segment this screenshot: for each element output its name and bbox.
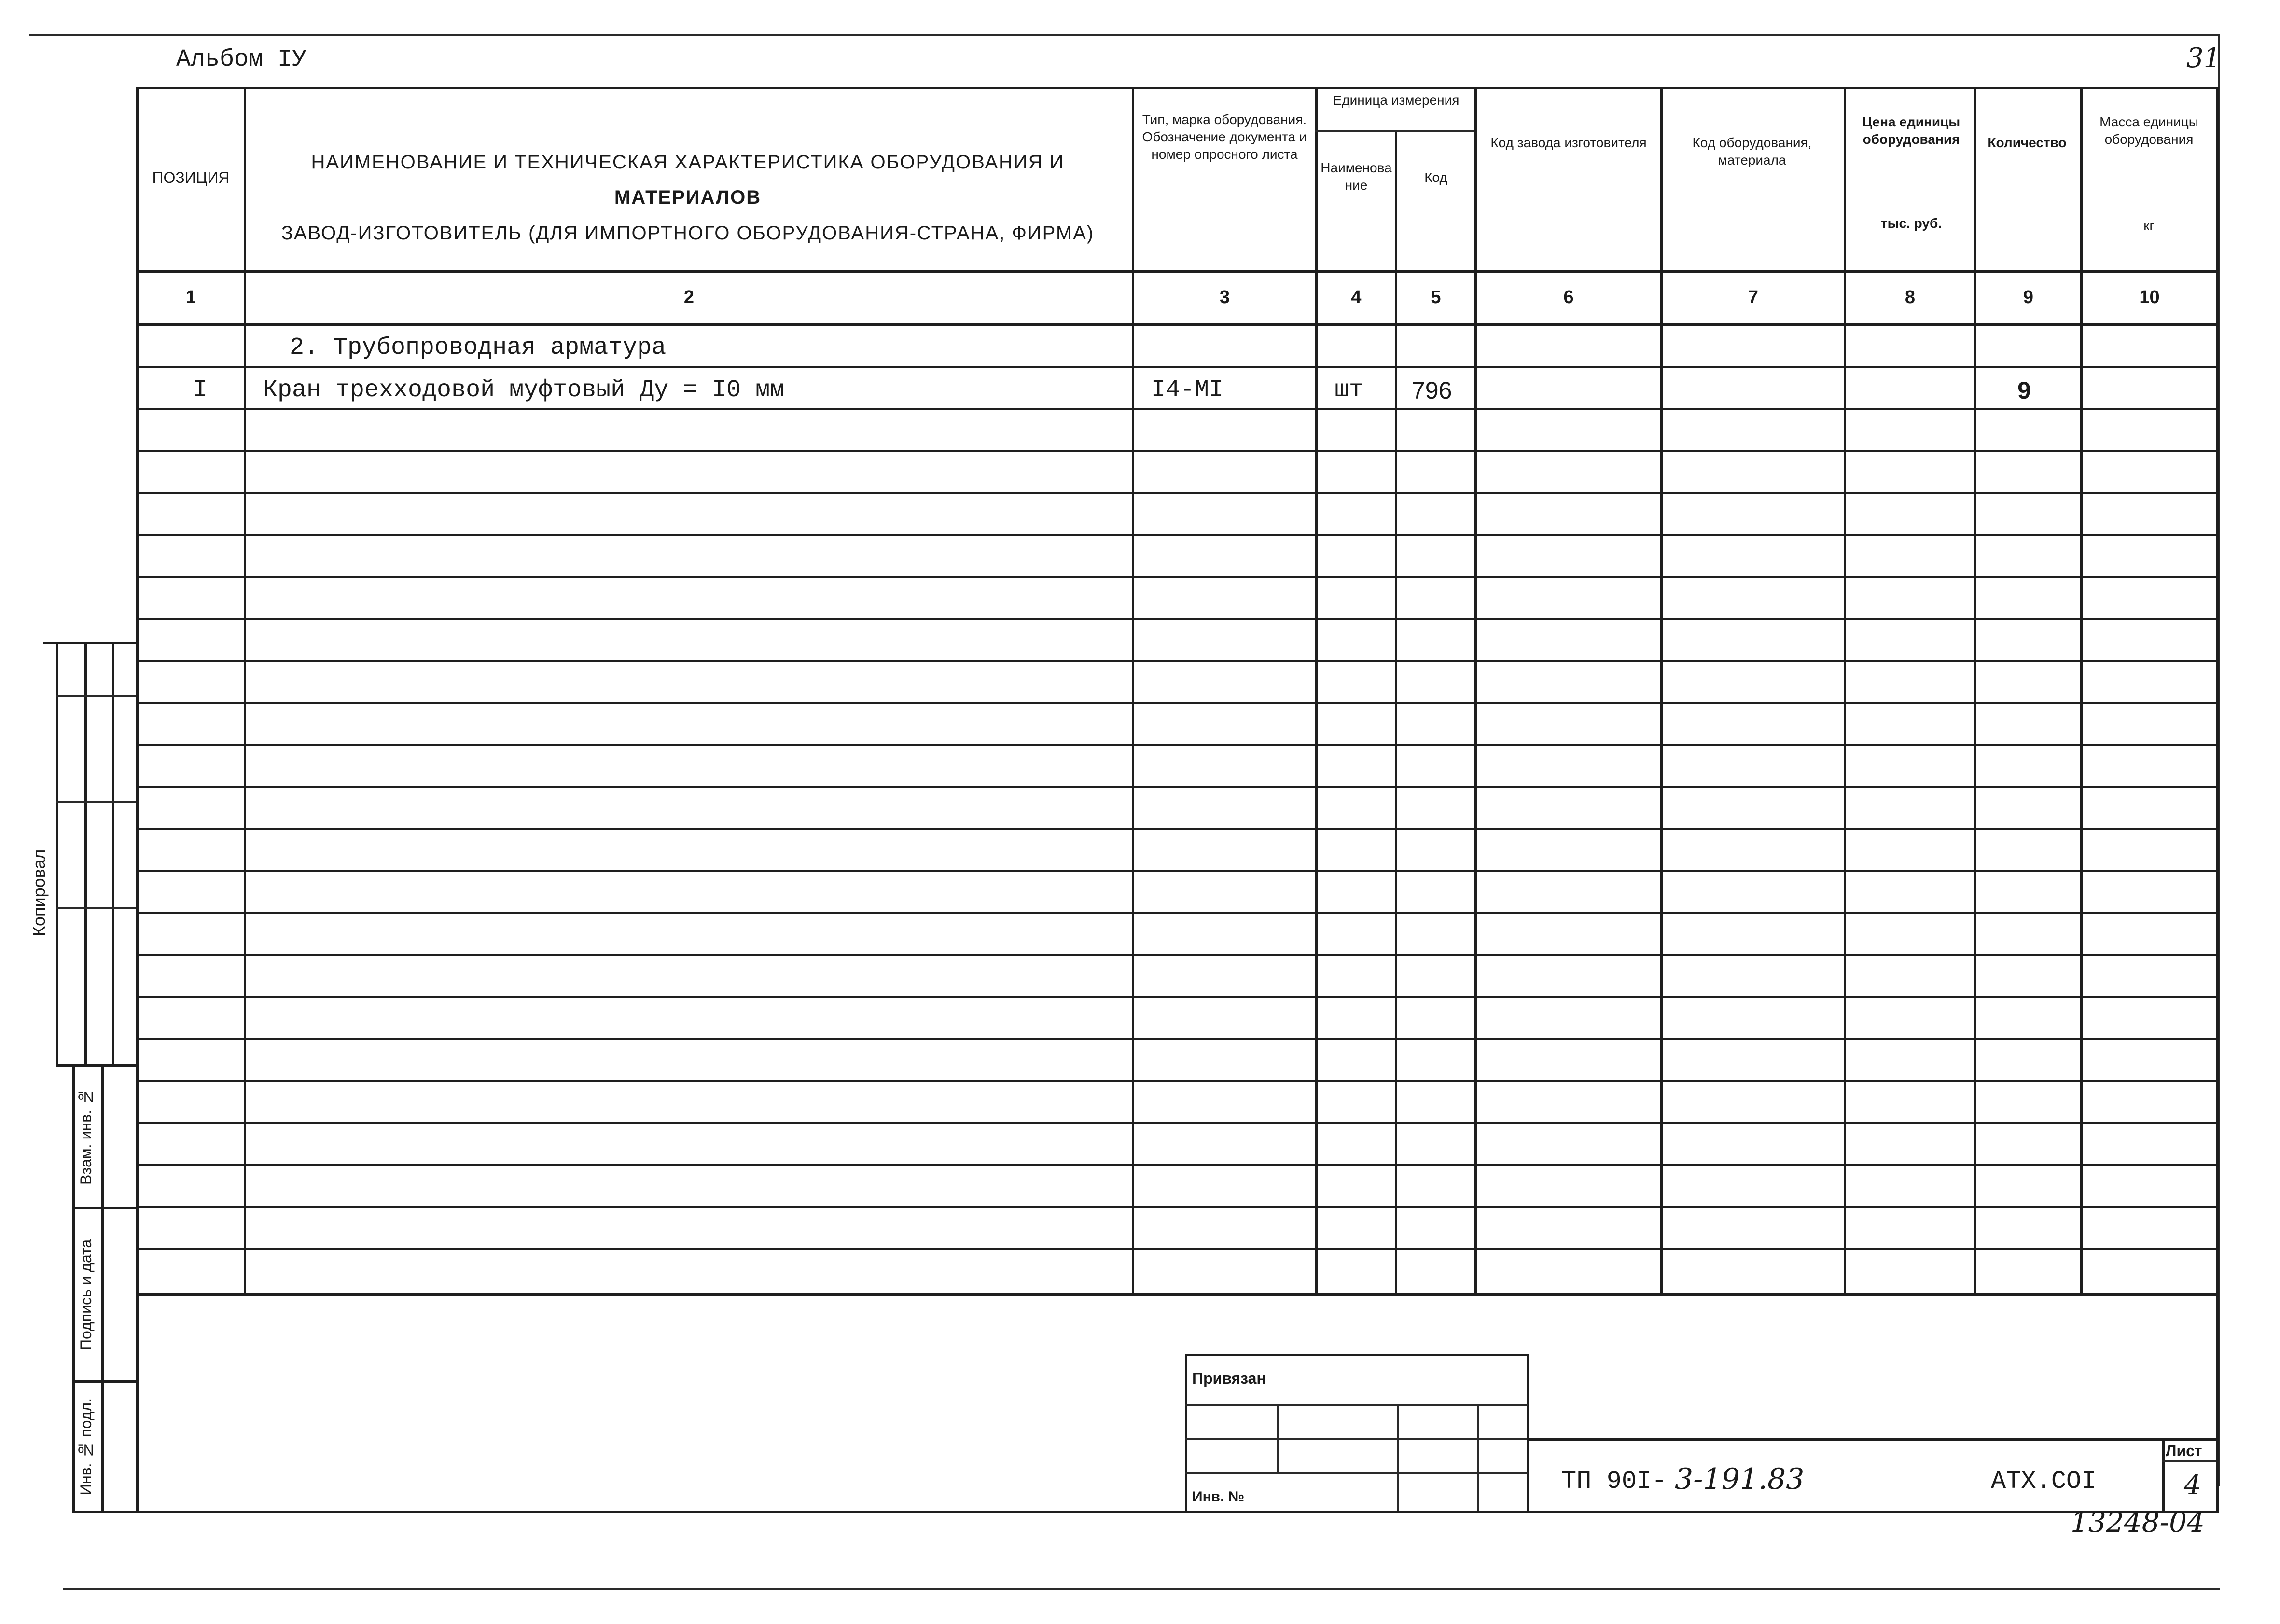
row-line	[136, 1164, 2217, 1166]
sheet-cell-divider	[2162, 1460, 2216, 1462]
header-equipment-code: Код оборудования, материала	[1692, 135, 1812, 167]
row-line	[136, 1122, 2217, 1124]
binding-row	[1185, 1404, 1528, 1406]
binding-row	[1185, 1438, 1528, 1440]
row-line	[136, 1080, 2217, 1082]
sheet-number: 4	[2184, 1470, 2201, 1501]
title-block-top	[1527, 1438, 2217, 1441]
binding-col	[1397, 1404, 1399, 1511]
doc-code-handwritten: 3-191.83	[1675, 1462, 1805, 1496]
stamp-mid	[56, 1064, 136, 1067]
binding-inv-label: Инв. №	[1192, 1489, 1245, 1505]
frame-right-lower	[2216, 1293, 2219, 1513]
stamp-row	[72, 1380, 136, 1383]
header-plant-code: Код завода изготовителя	[1490, 135, 1647, 150]
binding-right	[1527, 1354, 1529, 1513]
stamp-inner-1	[84, 642, 87, 1067]
header-name-line1: НАИМЕНОВАНИЕ И ТЕХНИЧЕСКАЯ ХАРАКТЕРИСТИКА ОБОРУДОВАНИЯ И	[311, 152, 1065, 173]
header-bottom	[136, 270, 2217, 273]
header-unit-mass: Масса единицы оборудования	[2099, 114, 2198, 147]
col-sep-8	[1974, 87, 1976, 1296]
signature-date-label: Подпись и дата	[77, 1239, 95, 1350]
row-1-code: 796	[1412, 377, 1452, 404]
table-top	[136, 87, 2217, 89]
col-sep-6	[1660, 87, 1663, 1296]
row-line	[136, 660, 2217, 662]
sheet-label: Лист	[2166, 1442, 2202, 1459]
row-1-name: Кран трехходовой муфтовый Ду = I0 мм	[263, 376, 785, 404]
header-type-mark: Тип, марка оборудования. Обозначение документа и номер опросного листа	[1142, 112, 1307, 162]
binding-title: Привязан	[1192, 1370, 1266, 1387]
row-line	[136, 408, 2217, 410]
frame-bottom	[72, 1511, 2217, 1513]
header-name-line3: ЗАВОД-ИЗГОТОВИТЕЛЬ (ДЛЯ ИМПОРТНОГО ОБОРУДОВАНИЯ-СТРАНА, ФИРМА)	[281, 222, 1095, 244]
vzam-inv-label: Взам. инв. №	[77, 1088, 95, 1185]
col-sep-5	[1474, 87, 1477, 1296]
header-unit-price-units: тыс. руб.	[1880, 216, 1942, 231]
header-quantity: Количество	[1988, 135, 2067, 150]
album-label: Альбом IУ	[176, 46, 307, 73]
row-1-type: I4-MI	[1151, 376, 1224, 404]
col-number-9: 9	[2023, 287, 2034, 307]
row-line	[136, 576, 2217, 578]
row-line	[136, 534, 2217, 536]
binding-col	[1277, 1404, 1279, 1472]
row-1-position: I	[193, 376, 208, 404]
stamp-left-lower	[72, 1064, 75, 1513]
header-unit-mass-units: кг	[2143, 218, 2155, 233]
col-number-4: 4	[1351, 287, 1362, 307]
stamp-inner-2	[112, 642, 114, 1067]
col-number-8: 8	[1905, 287, 1916, 307]
header-unit-price: Цена единицы оборудования	[1862, 114, 1960, 147]
bottom-border	[63, 1588, 2220, 1590]
binding-top	[1185, 1354, 1528, 1356]
row-line	[136, 450, 2217, 452]
col-number-7: 7	[1748, 287, 1759, 307]
corner-page-number: 31	[2186, 42, 2221, 74]
row-line	[136, 492, 2217, 494]
doc-mark: АТХ.СОI	[1991, 1467, 2097, 1496]
row-line	[136, 786, 2217, 788]
stamp-row	[56, 801, 136, 803]
header-name-line2: МАТЕРИАЛОВ	[614, 187, 762, 208]
col-number-1: 1	[185, 287, 196, 307]
units-divider	[1315, 130, 1474, 132]
row-line	[136, 1038, 2217, 1040]
sheet-cell-left	[2162, 1438, 2165, 1513]
row-line	[136, 828, 2217, 830]
stamp-row	[72, 1207, 136, 1209]
col-sep-2	[1132, 87, 1134, 1296]
header-position: ПОЗИЦИЯ	[152, 169, 230, 186]
col-number-5: 5	[1431, 287, 1441, 307]
stamp-row	[56, 907, 136, 909]
binding-col	[1477, 1404, 1479, 1511]
doc-code-printed: ТП 90I-	[1561, 1467, 1667, 1496]
row-line	[136, 744, 2217, 746]
binding-row	[1185, 1472, 1528, 1474]
row-line	[136, 1206, 2217, 1208]
col-sep-10	[2216, 87, 2219, 1296]
archive-number: 13248-04	[2071, 1506, 2205, 1539]
copied-label: Копировал	[29, 849, 49, 937]
col-sep-1	[244, 87, 246, 1296]
col-sep-7	[1844, 87, 1846, 1296]
numbers-bottom	[136, 323, 2217, 326]
table-body-bottom	[136, 1293, 2217, 1296]
header-unit-code: Код	[1424, 170, 1447, 185]
row-line	[136, 1248, 2217, 1250]
stamp-inner-3	[101, 1064, 104, 1513]
row-line	[136, 954, 2217, 956]
stamp-row	[56, 695, 136, 697]
table-left	[136, 87, 139, 1513]
col-number-6: 6	[1563, 287, 1574, 307]
top-border	[29, 34, 2220, 36]
col-sep-9	[2080, 87, 2083, 1296]
row-1-quantity: 9	[2017, 377, 2031, 404]
row-line	[136, 870, 2217, 872]
binding-left	[1185, 1354, 1187, 1513]
section-title: 2. Трубопроводная арматура	[290, 334, 667, 361]
col-number-2: 2	[683, 287, 695, 307]
row-line	[136, 996, 2217, 998]
col-number-3: 3	[1219, 287, 1230, 307]
row-line	[136, 618, 2217, 620]
row-1-unit: шт	[1335, 376, 1364, 404]
header-units: Единица измерения	[1333, 93, 1460, 108]
col-number-10: 10	[2139, 287, 2160, 307]
inv-podl-label: Инв. № подл.	[77, 1398, 95, 1495]
header-unit-name: Наименование	[1321, 160, 1392, 193]
row-line	[136, 912, 2217, 914]
row-line	[136, 366, 2217, 368]
row-line	[136, 702, 2217, 704]
col-sep-3	[1315, 87, 1318, 1296]
